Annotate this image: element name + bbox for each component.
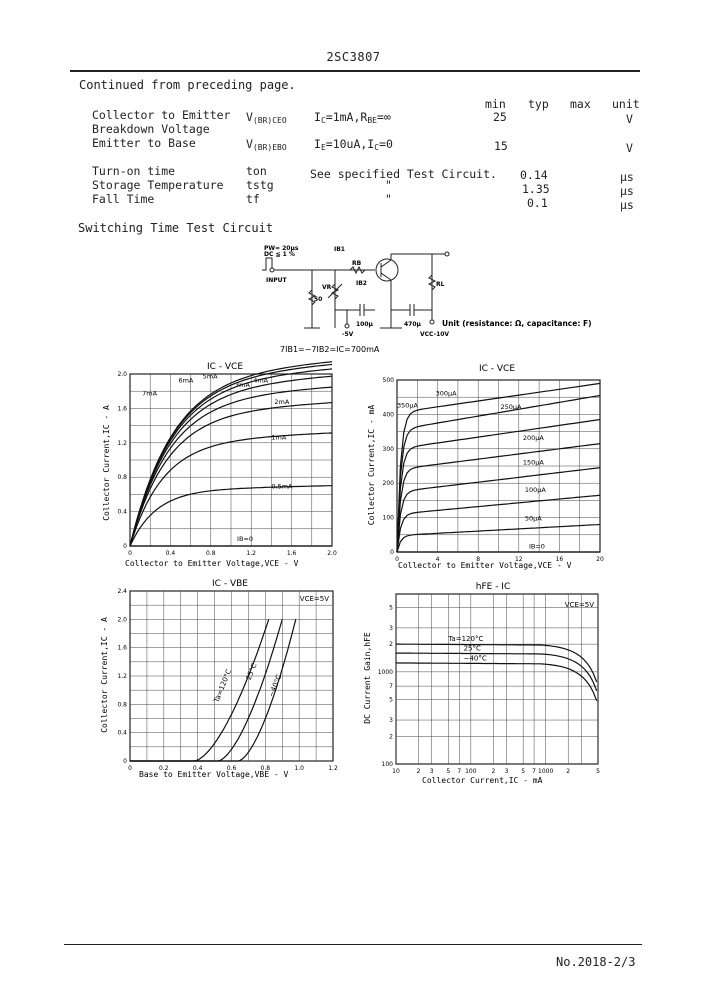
- series-label: 2mA: [274, 398, 290, 407]
- spec-param-cont: Breakdown Voltage: [92, 122, 210, 136]
- series-label: 3mA: [235, 380, 250, 389]
- switching-title: Switching Time Test Circuit: [78, 221, 274, 235]
- y-tick-label: 3: [389, 717, 393, 725]
- chart-title: IC - VCE: [206, 362, 244, 372]
- spec-min: 15: [494, 139, 508, 153]
- chart-title: hFE - IC: [475, 582, 511, 592]
- x-tick-label: 100: [465, 768, 477, 775]
- chart-title: IC - VCE: [478, 364, 516, 374]
- y-tick-label: 0.8: [117, 474, 127, 482]
- y-tick-label: 300: [382, 445, 394, 453]
- chart-hfe-ic: [358, 578, 618, 790]
- c470-label: 470μ: [404, 321, 421, 328]
- y-tick-label: 0.4: [117, 508, 127, 516]
- series-label: 300μA: [435, 389, 457, 398]
- test-circuit-diagram: [250, 240, 610, 358]
- y-tick-label: 0.8: [117, 701, 127, 709]
- series-label: −40°C: [267, 673, 284, 699]
- y-tick-label: 1.6: [117, 644, 127, 652]
- x-axis-label: Collector Current,IC - mA: [422, 776, 543, 785]
- y-tick-label: 0: [390, 549, 394, 556]
- pulse-icon: [262, 258, 278, 270]
- rb-label: RB: [352, 260, 362, 267]
- y-tick-label: 500: [382, 377, 394, 384]
- y-tick-label: 2: [389, 641, 393, 649]
- spec-symbol: tf: [246, 192, 260, 206]
- spec-unit: V: [626, 141, 633, 155]
- series-label: Ta=120°C: [212, 668, 234, 704]
- x-tick-label: 1000: [538, 768, 554, 775]
- condition-label: VCE=5V: [299, 595, 329, 603]
- x-tick-label: 2: [566, 768, 571, 775]
- series-label: Ta=120°C: [448, 635, 484, 644]
- series-label: 200μA: [522, 434, 544, 443]
- series-label: IB=0: [528, 542, 545, 551]
- x-tick-label: 5: [596, 768, 600, 775]
- series-label: 25°C: [463, 644, 481, 653]
- col-typ: typ: [528, 97, 549, 111]
- series-label: 250μA: [500, 403, 522, 412]
- x-tick-label: 1.6: [286, 550, 297, 557]
- x-tick-label: 20: [596, 556, 604, 563]
- spec-condition: See specified Test Circuit.: [310, 167, 497, 181]
- x-tick-label: 3: [504, 768, 509, 775]
- col-min: min: [485, 97, 506, 111]
- continued-note: Continued from preceding page.: [79, 78, 296, 92]
- spec-unit: μs: [620, 198, 634, 212]
- chart-ic-vce-ma: [362, 360, 617, 575]
- y-tick-label: 2: [389, 733, 393, 741]
- x-tick-label: 0: [395, 556, 399, 563]
- spec-param: Storage Temperature: [92, 178, 224, 192]
- x-tick-label: 16: [555, 556, 564, 563]
- y-axis-label: Collector Current,IC - A: [100, 617, 109, 733]
- x-tick-label: 2: [416, 768, 421, 775]
- x-tick-label: 0.4: [165, 550, 176, 557]
- r50-label: 50: [314, 296, 323, 303]
- neg5v-label: -5V: [342, 331, 354, 338]
- y-axis-label: Collector Current,IC - mA: [367, 404, 376, 526]
- spec-typ: 0.1: [527, 196, 548, 210]
- spec-condition: $I_C=1mA,R_{BE}=\infty$: [314, 110, 391, 125]
- chart-ic-vce-a: [95, 358, 355, 573]
- spec-min: 25: [493, 110, 507, 124]
- y-tick-label: 2.0: [117, 371, 127, 378]
- y-tick-label: 100: [381, 761, 393, 768]
- x-tick-label: 4: [435, 556, 440, 563]
- series-label: IB=0: [237, 534, 254, 543]
- y-tick-label: 1.6: [117, 405, 127, 413]
- rl-label: RL: [436, 281, 445, 288]
- x-tick-label: 1.2: [328, 765, 338, 772]
- x-axis-label: Collector to Emitter Voltage,VCE - V: [125, 559, 299, 568]
- series-line: [396, 663, 597, 701]
- x-tick-label: 0: [128, 765, 132, 772]
- y-tick-label: 1000: [377, 668, 393, 676]
- page-number: No.2018-2/3: [556, 955, 636, 969]
- series-label: 5mA: [202, 372, 218, 381]
- y-tick-label: 400: [382, 411, 394, 419]
- col-unit: unit: [612, 97, 640, 111]
- vcc-label: VCC-10V: [420, 331, 450, 338]
- spec-condition: ": [385, 178, 392, 192]
- x-tick-label: 10: [392, 768, 400, 775]
- series-label: 350μA: [397, 401, 418, 410]
- x-tick-label: 5: [446, 768, 451, 775]
- spec-condition: ": [385, 192, 392, 206]
- y-tick-label: 5: [389, 604, 393, 612]
- spec-unit: μs: [620, 184, 634, 198]
- spec-symbol: tstg: [246, 178, 274, 192]
- ib1-label: IB1: [334, 246, 345, 253]
- x-tick-label: 0.2: [159, 765, 169, 772]
- condition-label: VCE=5V: [564, 601, 594, 609]
- y-tick-label: 5: [389, 696, 393, 704]
- y-axis-label: DC Current Gain,hFE: [363, 632, 372, 724]
- y-tick-label: 1.2: [117, 439, 127, 447]
- x-tick-label: 5: [521, 768, 526, 775]
- series-label: 4mA: [253, 376, 269, 385]
- x-axis-label: Base to Emitter Voltage,VBE - V: [139, 770, 289, 779]
- x-tick-label: 0: [128, 550, 132, 557]
- header-rule: [70, 70, 640, 72]
- y-tick-label: 1.2: [117, 673, 127, 680]
- input-label: INPUT: [266, 277, 287, 284]
- spec-symbol: $V_{(BR)EBO}$: [246, 137, 287, 152]
- spec-param: Emitter to Base: [92, 136, 196, 150]
- x-tick-label: 0.4: [192, 765, 203, 772]
- part-number: 2SC3807: [326, 50, 381, 64]
- unit-note: Unit (resistance: Ω, capacitance: F): [442, 319, 592, 328]
- spec-param: Collector to Emitter: [92, 108, 231, 122]
- y-tick-label: 3: [389, 624, 393, 632]
- series-label: 1mA: [271, 433, 287, 442]
- y-tick-label: 2.0: [117, 616, 127, 624]
- series-label: 100μA: [524, 485, 546, 494]
- y-tick-label: 0: [123, 543, 127, 550]
- y-tick-label: 2.4: [117, 588, 127, 595]
- footer-rule: [64, 944, 642, 945]
- series-label: 150μA: [522, 458, 544, 467]
- chart-title: IC - VBE: [212, 579, 248, 589]
- y-axis-label: Collector Current,IC - A: [102, 405, 111, 521]
- vr-label: VR: [322, 284, 332, 291]
- x-tick-label: 1.0: [294, 765, 304, 772]
- x-tick-label: 8: [476, 556, 481, 563]
- x-tick-label: 2: [491, 768, 496, 775]
- dc-label: DC ≦ 1 %: [264, 251, 295, 258]
- ib2-label: IB2: [356, 280, 367, 287]
- x-tick-label: 3: [429, 768, 434, 775]
- circuit-equation: 7IB1=−7IB2=IC=700mA: [280, 345, 380, 354]
- spec-unit: V: [626, 112, 633, 126]
- col-max: max: [570, 97, 591, 111]
- spec-param: Turn-on time: [92, 164, 176, 178]
- x-tick-label: 12: [514, 556, 523, 563]
- spec-typ: 1.35: [522, 182, 550, 196]
- y-tick-label: 0: [123, 758, 127, 765]
- y-tick-label: 0.4: [117, 729, 127, 737]
- x-tick-label: 1.2: [246, 550, 256, 557]
- x-tick-label: 2.0: [327, 550, 337, 557]
- spec-unit: μs: [620, 170, 634, 184]
- y-tick-label: 7: [389, 683, 393, 691]
- spec-symbol: $V_{(BR)CEO}$: [246, 110, 287, 125]
- series-label: −40°C: [463, 654, 487, 663]
- series-label: 7mA: [142, 389, 158, 398]
- x-tick-label: 0.8: [206, 550, 216, 557]
- series-label: 50μA: [524, 514, 542, 523]
- series-label: 25°C: [244, 662, 259, 682]
- c100-label: 100μ: [356, 321, 373, 328]
- spec-symbol: ton: [246, 164, 267, 178]
- spec-typ: 0.14: [520, 168, 548, 182]
- chart-ic-vbe: [95, 575, 350, 785]
- spec-condition: $I_E=10uA,I_C=0$: [314, 137, 393, 152]
- series-label: 6mA: [178, 376, 194, 385]
- plot-frame: [396, 594, 598, 764]
- y-tick-label: 200: [382, 480, 394, 488]
- spec-param: Fall Time: [92, 192, 155, 206]
- x-tick-label: 7: [532, 768, 537, 775]
- pw-label: PW= 20μs: [264, 245, 299, 252]
- x-tick-label: 7: [457, 768, 462, 775]
- x-tick-label: 0.8: [260, 765, 271, 772]
- y-tick-label: 100: [382, 514, 394, 522]
- x-axis-label: Collector to Emitter Voltage,VCE - V: [398, 561, 572, 570]
- series-label: 0.5mA: [271, 482, 293, 491]
- x-tick-label: 0.6: [226, 765, 237, 772]
